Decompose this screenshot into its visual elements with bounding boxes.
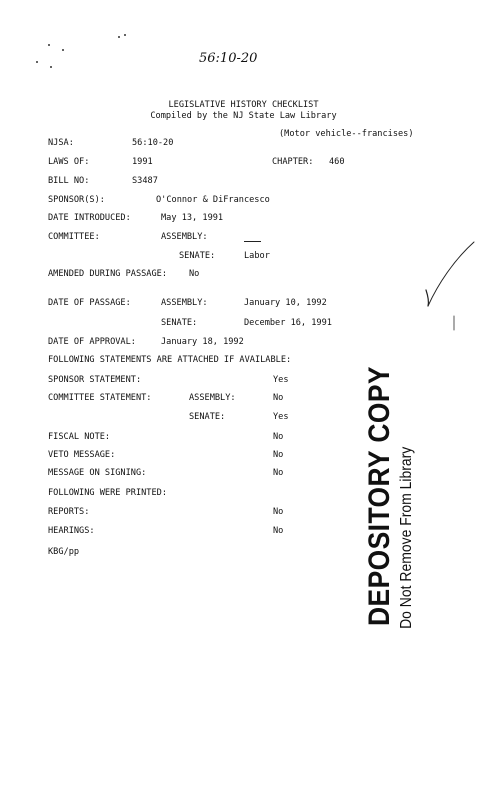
scan-speck: [62, 49, 64, 51]
veto-message-label: VETO MESSAGE:: [48, 450, 116, 460]
veto-message-value: No: [273, 450, 284, 460]
committee-statement-label: COMMITTEE STATEMENT:: [48, 393, 152, 403]
committee-senate-label: SENATE:: [179, 251, 216, 261]
sponsors-label: SPONSOR(S):: [48, 195, 105, 205]
bill-no-label: BILL NO:: [48, 176, 90, 186]
amended-value: No: [189, 269, 200, 279]
message-on-signing-value: No: [273, 468, 284, 478]
sponsor-statement-value: Yes: [273, 375, 289, 385]
printed-heading: FOLLOWING WERE PRINTED:: [48, 488, 167, 498]
passage-senate-label: SENATE:: [161, 318, 198, 328]
amended-label: AMENDED DURING PASSAGE:: [48, 269, 167, 279]
statements-heading: FOLLOWING STATEMENTS ARE ATTACHED IF AVAILABLE:: [48, 355, 292, 365]
chapter-label: CHAPTER:: [272, 157, 314, 167]
committee-statement-assembly-label: ASSEMBLY:: [189, 393, 236, 403]
laws-of-value: 1991: [132, 157, 153, 167]
committee-statement-assembly-value: No: [273, 393, 284, 403]
initials: KBG/pp: [48, 547, 80, 557]
passage-assembly-label: ASSEMBLY:: [161, 298, 208, 308]
checklist-subtitle: Compiled by the NJ State Law Library: [150, 111, 337, 121]
date-introduced-value: May 13, 1991: [161, 213, 224, 223]
checklist-title: LEGISLATIVE HISTORY CHECKLIST: [168, 100, 319, 110]
depository-copy-stamp: [364, 348, 416, 643]
hearings-value: No: [273, 526, 284, 536]
scan-speck: [36, 61, 38, 63]
stamp-line-2: Do Not Remove From Library: [398, 446, 415, 629]
handwritten-statute-number: 56:10-20: [199, 51, 258, 66]
sponsor-statement-label: SPONSOR STATEMENT:: [48, 375, 142, 385]
date-of-passage-label: DATE OF PASSAGE:: [48, 298, 131, 308]
hearings-label: HEARINGS:: [48, 526, 95, 536]
subject-note: (Motor vehicle--francises): [279, 129, 414, 139]
njsa-value: 56:10-20: [132, 138, 174, 148]
sponsors-value: O'Connor & DiFrancesco: [156, 195, 270, 205]
date-introduced-label: DATE INTRODUCED:: [48, 213, 131, 223]
scan-speck: [50, 66, 52, 68]
committee-assembly-label: ASSEMBLY:: [161, 232, 208, 242]
committee-senate-value: Labor: [244, 251, 270, 261]
message-on-signing-label: MESSAGE ON SIGNING:: [48, 468, 147, 478]
stamp-line-1: DEPOSITORY COPY: [363, 366, 396, 626]
reports-value: No: [273, 507, 284, 517]
bill-no-value: S3487: [132, 176, 158, 186]
fiscal-note-label: FISCAL NOTE:: [48, 432, 111, 442]
date-of-approval-label: DATE OF APPROVAL:: [48, 337, 136, 347]
committee-statement-senate-value: Yes: [273, 412, 289, 422]
committee-assembly-blank: [244, 241, 261, 242]
date-of-approval-value: January 18, 1992: [161, 337, 244, 347]
scan-speck: [124, 34, 126, 36]
njsa-label: NJSA:: [48, 138, 74, 148]
fiscal-note-value: No: [273, 432, 284, 442]
laws-of-label: LAWS OF:: [48, 157, 90, 167]
check-mark-icon: [418, 238, 478, 338]
committee-label: COMMITTEE:: [48, 232, 100, 242]
passage-assembly-value: January 10, 1992: [244, 298, 327, 308]
passage-senate-value: December 16, 1991: [244, 318, 332, 328]
committee-statement-senate-label: SENATE:: [189, 412, 226, 422]
scan-speck: [48, 44, 50, 46]
scan-speck: [118, 36, 120, 38]
reports-label: REPORTS:: [48, 507, 90, 517]
chapter-value: 460: [329, 157, 345, 167]
